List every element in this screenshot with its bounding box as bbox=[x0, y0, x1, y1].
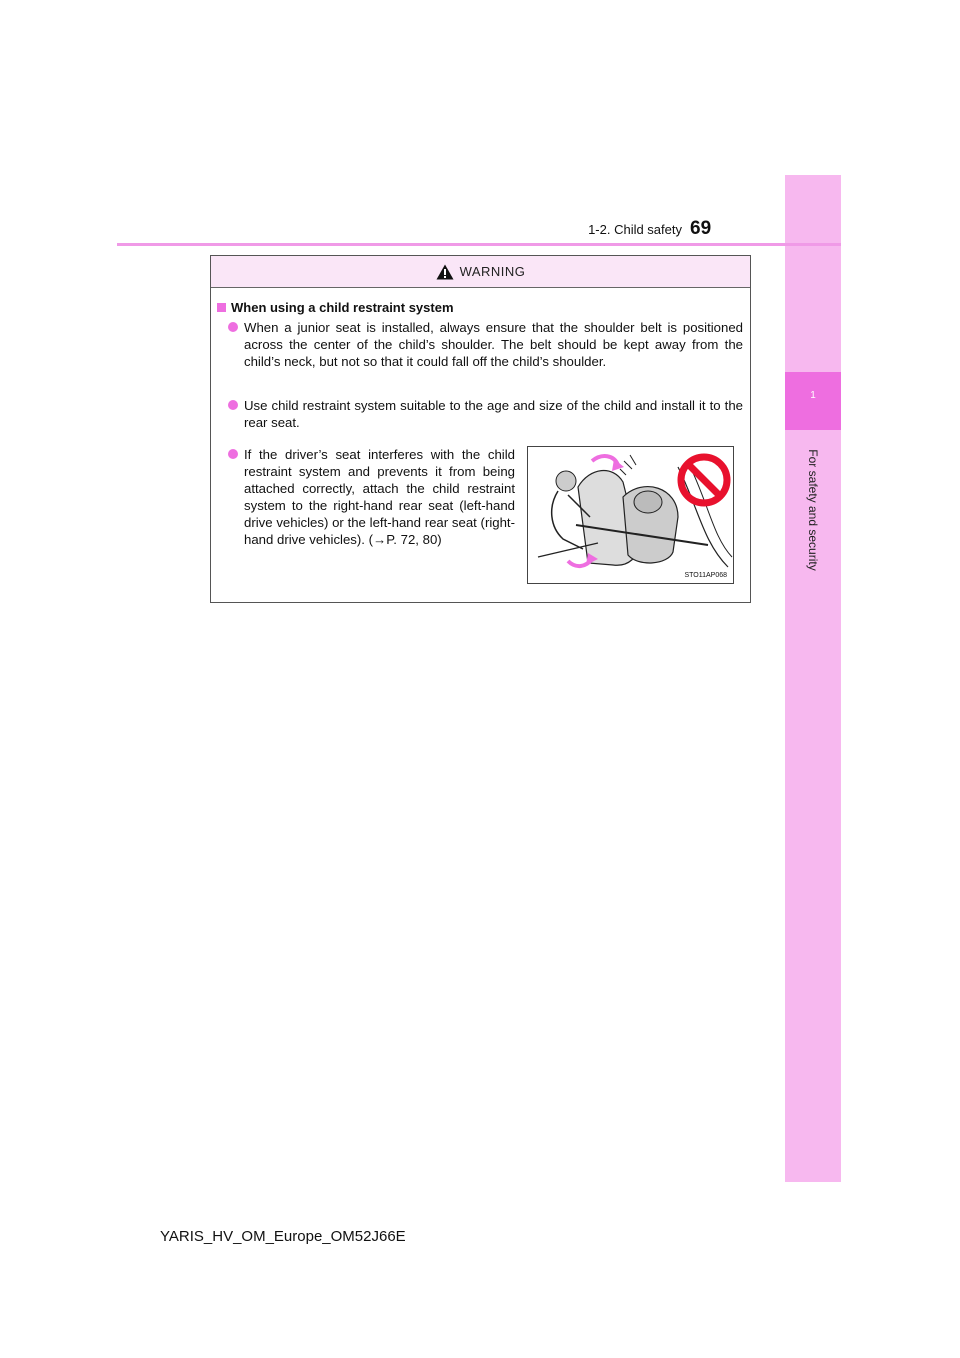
warning-box bbox=[210, 255, 751, 603]
prohibition-icon bbox=[676, 452, 732, 508]
page-number: 69 bbox=[690, 218, 712, 239]
warning-triangle-icon bbox=[436, 264, 454, 280]
subsection-title-text: When using a child restraint system bbox=[231, 300, 454, 315]
bullet-dot-icon bbox=[228, 322, 238, 332]
chapter-title-text: For safety and security bbox=[806, 449, 820, 571]
document-id: YARIS_HV_OM_Europe_OM52J66E bbox=[160, 1228, 406, 1245]
square-bullet-icon bbox=[217, 303, 226, 312]
warning-bullet bbox=[244, 397, 743, 431]
bullet-dot-icon bbox=[228, 400, 238, 410]
warning-bullet bbox=[244, 319, 743, 370]
bullet-text: When a junior seat is installed, always ensure that the shoulder belt is positioned across the center of the child’s shoulder. The belt should be kept away from the child’s neck, but not so that it could fall off the child’s shoulder. bbox=[244, 320, 743, 369]
warning-title: WARNING bbox=[459, 264, 526, 279]
illustration-code: STO11AP068 bbox=[684, 572, 727, 579]
chapter-sidebar bbox=[785, 175, 841, 1182]
chapter-tab[interactable] bbox=[785, 372, 841, 430]
warning-header bbox=[211, 256, 750, 288]
bullet-text: If the driver’s seat interferes with the child restraint system and prevents it from being attached correctly, attach the child restraint system to the right-hand rear seat (left-hand drive vehicles) or the left-hand rear seat (right-hand drive vehicles). (→P. 72, 80) bbox=[244, 447, 515, 547]
section-heading: 1-2. Child safety bbox=[588, 222, 682, 237]
child-seat-illustration bbox=[527, 446, 734, 584]
subsection-title bbox=[217, 300, 454, 315]
header-rule bbox=[117, 243, 841, 246]
warning-bullet bbox=[244, 446, 515, 548]
chapter-number: 1 bbox=[810, 390, 816, 401]
bullet-dot-icon bbox=[228, 449, 238, 459]
bullet-text: Use child restraint system suitable to the age and size of the child and install it to the rear seat. bbox=[244, 398, 743, 430]
